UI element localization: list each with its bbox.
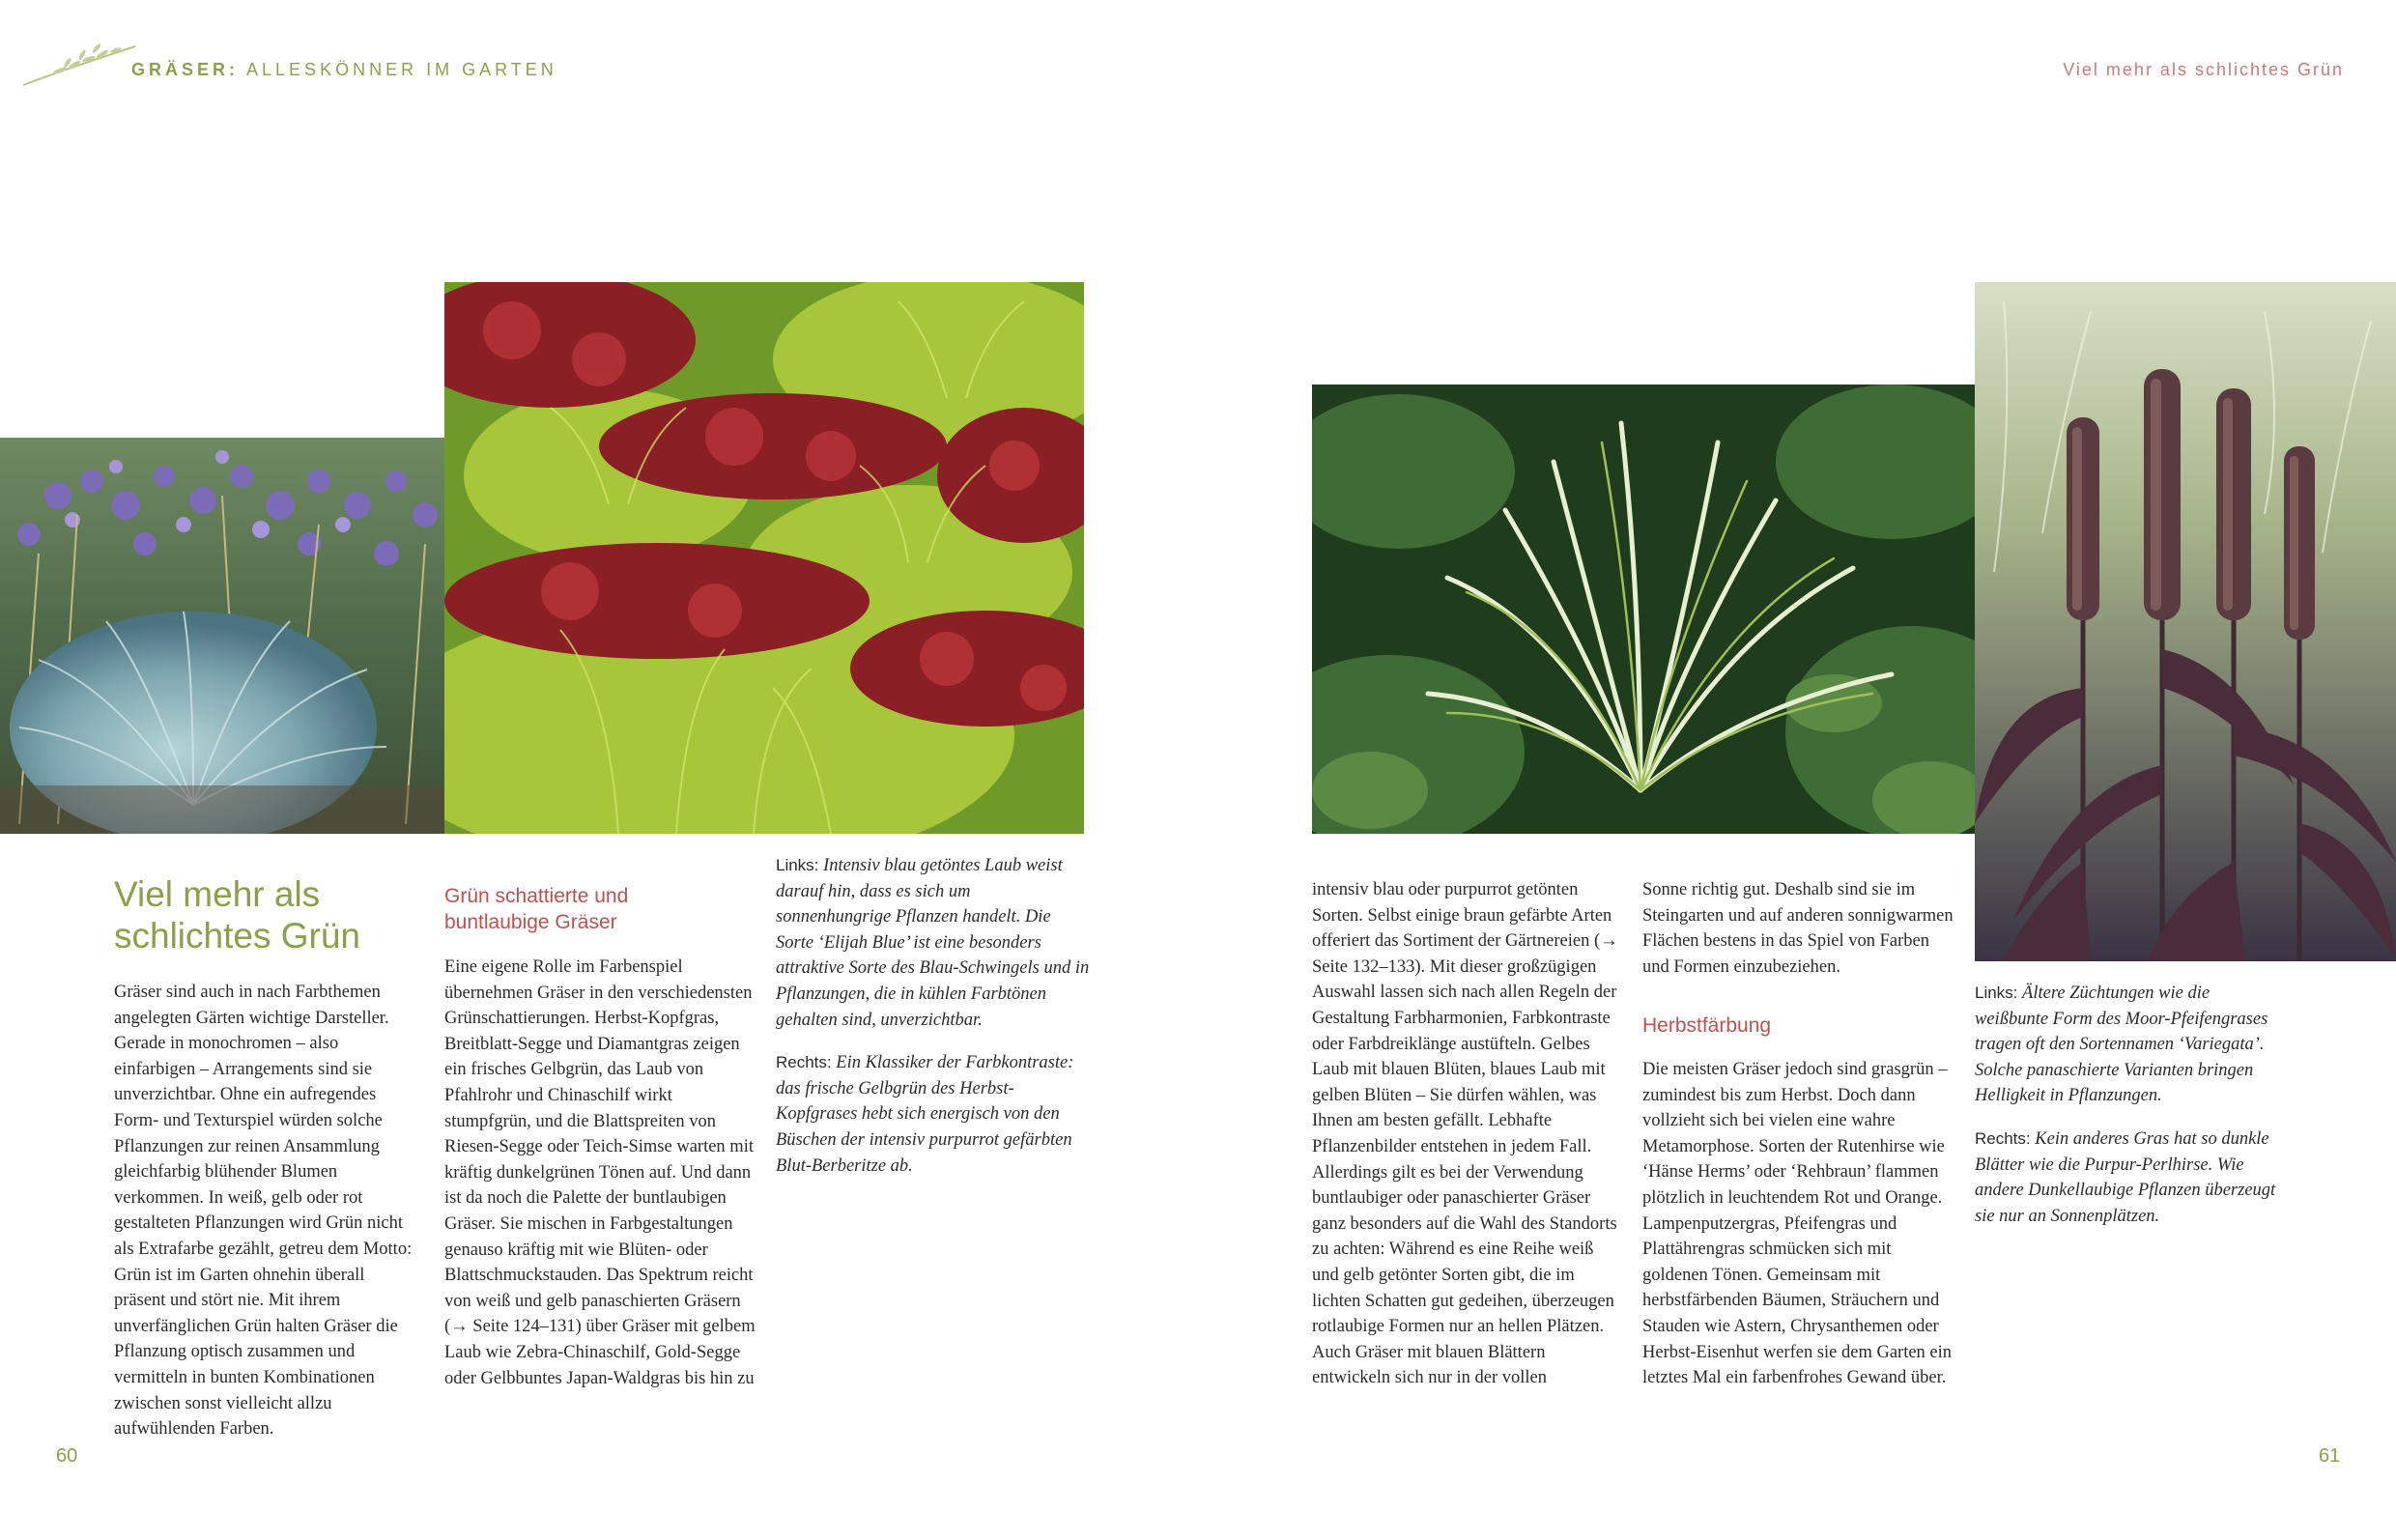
caption-text: Ein Klassiker der Farbkontraste: das frische Gelbgrün des Herbst-Kopfgrases hebt sich energisch von den Büschen der intensiv purpurrot gefärbten Blut-Berberitze ab.	[776, 1053, 1074, 1176]
chapter-label: GRÄSER:	[131, 60, 240, 79]
variegated-grass-photo	[1312, 385, 1975, 834]
caption-label: Rechts:	[1975, 1128, 2031, 1148]
autumn-grass-barberry-photo	[444, 282, 1084, 834]
intro-paragraph	[114, 980, 418, 1442]
caption-label: Rechts:	[776, 1053, 832, 1072]
photo-captions-right	[1975, 981, 2282, 1246]
page-headline: Viel mehr als schlichtes Grün	[114, 874, 360, 955]
caption-left-fescue	[776, 853, 1090, 1033]
body-column-4-intro	[1642, 877, 1955, 980]
body-column-3	[1312, 877, 1623, 1391]
subhead-green-shaded: Grün schattierte und buntlaubige Gräser	[444, 885, 629, 933]
caption-label: Links:	[1975, 984, 2018, 1002]
caption-right-millet	[1975, 1126, 2282, 1229]
caption-right-barberry	[776, 1050, 1090, 1179]
intro-text: Gräser sind auch in nach Farbthemen angelegten Gärten wichtige Darsteller. Gerade in monochromen – also einfarbigen – Arrangements sind sie unverzichtbar. Ohne ein aufregendes Form- und Texturspiel würden solche Pflanzungen zur reinen Ansammlung gleichfarbig blühender Blumen verkommen. In weiß, gelb oder rot gestalteten Pflanzungen wird Grün nicht als Extrafarbe gezählt, getreu dem Motto: Grün ist im Garten ohnehin überall präsent und stört nie. Mit ihrem unverfänglichen Grün halten Gräser die Pflanzung optisch zusammen und vermitteln in bunten Kombinationen zwischen sonst vielleicht allzu aufwühlenden Farben.	[114, 983, 413, 1440]
running-head-section: Viel mehr als schlichtes Grün	[2063, 60, 2344, 79]
col3-text: intensiv blau oder purpurrot getönten Sorten. Selbst einige braun gefärbte Arten offeriert das Sortiment der Gärtnereien (→ Seite 132–133). Mit dieser großzügigen Auswahl lassen sich nach allen Regeln der Gestaltung Farbharmonien, Farbkontraste oder Farbdreiklänge austüfteln. Gelbes Laub mit blauen Blüten, blaues Laub mit gelben Blüten – Sie dürfen wählen, was Ihnen am besten gefällt. Lebhafte Pflanzenbilder entstehen in jedem Fall. Allerdings gilt es bei der Verwendung buntlaubiger oder panaschierter Gräser ganz besonders auf die Wahl des Standorts zu achten: Während es eine Reihe weiß und gelb getönter Sorten gibt, die im lichten Schatten gut gedeihen, überzeugen rotlaubige Formen nur an hellen Plätzen. Auch Gräser mit blauen Blättern entwickeln sich nur in der vollen	[1312, 880, 1618, 1388]
grass-ornament-icon	[21, 41, 137, 89]
caption-text: Intensiv blau getöntes Laub weist darauf hin, dass es sich um sonnenhungrige Pflanzen handelt. Die Sorte ‘Elijah Blue’ ist eine besonders attraktive Sorte des Blau-Schwingels und in Pflanzungen, die in kühlen Farbtönen gehalten sind, unverzichtbar.	[776, 856, 1090, 1030]
blue-fescue-photo	[0, 438, 444, 834]
col2-text: Eine eigene Rolle im Farbenspiel übernehmen Gräser in den verschiedensten Grünschattierungen. Herbst-Kopfgras, Breitblatt-Segge und Diamantgras zeigen ein frisches Gelbgrün, das Laub von Pfahlrohr und Chinaschilf wirkt stumpfgrün, und die Blattspreiten von Riesen-Segge oder Teich-Simse warten mit kräftig dunkelgrünen Tönen auf. Und dann ist da noch die Palette der buntlaubigen Gräser. Sie mischen in Farbgestaltungen genauso kräftig mit wie Blüten- oder Blattschmuckstauden. Das Spektrum reicht von weiß und gelb panaschierten Gräsern (→ Seite 124–131) über Gräser mit gelbem Laub wie Zebra-Chinaschilf, Gold-Segge oder Gelbbuntes Japan-Waldgras bis hin zu	[444, 957, 756, 1388]
page-number-right: 61	[2319, 1445, 2341, 1467]
photo-captions-left	[776, 853, 1090, 1196]
caption-left-variegated	[1975, 981, 2282, 1109]
col4-text: Die meisten Gräser jedoch sind grasgrün – zumindest bis zum Herbst. Doch dann vollzieht sich bei vielen eine wahre Metamorphose. Sorten der Rutenhirse wie ‘Hänse Herms’ oder ‘Rehbraun’ flammen plötzlich in leuchtendem Rot und Orange. Lampenputzergras, Pfeifengras und Plattährengras schmücken sich mit goldenen Tönen. Gemeinsam mit herbstfärbenden Bäumen, Sträuchern und Stauden wie Astern, Chrysanthemen oder Herbst-Eisenhut werfen sie dem Garten ein letztes Mal ein farbenfrohes Gewand über.	[1642, 1060, 1953, 1388]
page-number-left: 60	[56, 1445, 78, 1467]
running-head-chapter	[131, 60, 557, 80]
caption-text: Ältere Züchtungen wie die weißbunte Form des Moor-Pfeifengrases tragen oft den Sortennamen ‘Variegata’. Solche panaschierte Varianten bringen Helligkeit in Pflanzungen.	[1975, 984, 2268, 1106]
subhead-autumn-color: Herbstfärbung	[1642, 1014, 1772, 1037]
caption-text: Kein anderes Gras hat so dunkle Blätter wie die Purpur-Perlhirse. Wie andere Dunkellaubige Pflanzen überzeugt sie nur an Sonnenplätzen.	[1975, 1128, 2276, 1226]
purple-millet-photo	[1975, 282, 2396, 961]
col4-intro-text: Sonne richtig gut. Deshalb sind sie im Steingarten und auf anderen sonnigwarmen Flächen bestens in das Spiel von Farben und Formen einzubeziehen.	[1642, 880, 1954, 977]
body-column-2	[444, 955, 757, 1391]
body-column-4	[1642, 1057, 1955, 1391]
chapter-title: ALLESKÖNNER IM GARTEN	[239, 60, 557, 79]
caption-label: Links:	[776, 856, 819, 874]
